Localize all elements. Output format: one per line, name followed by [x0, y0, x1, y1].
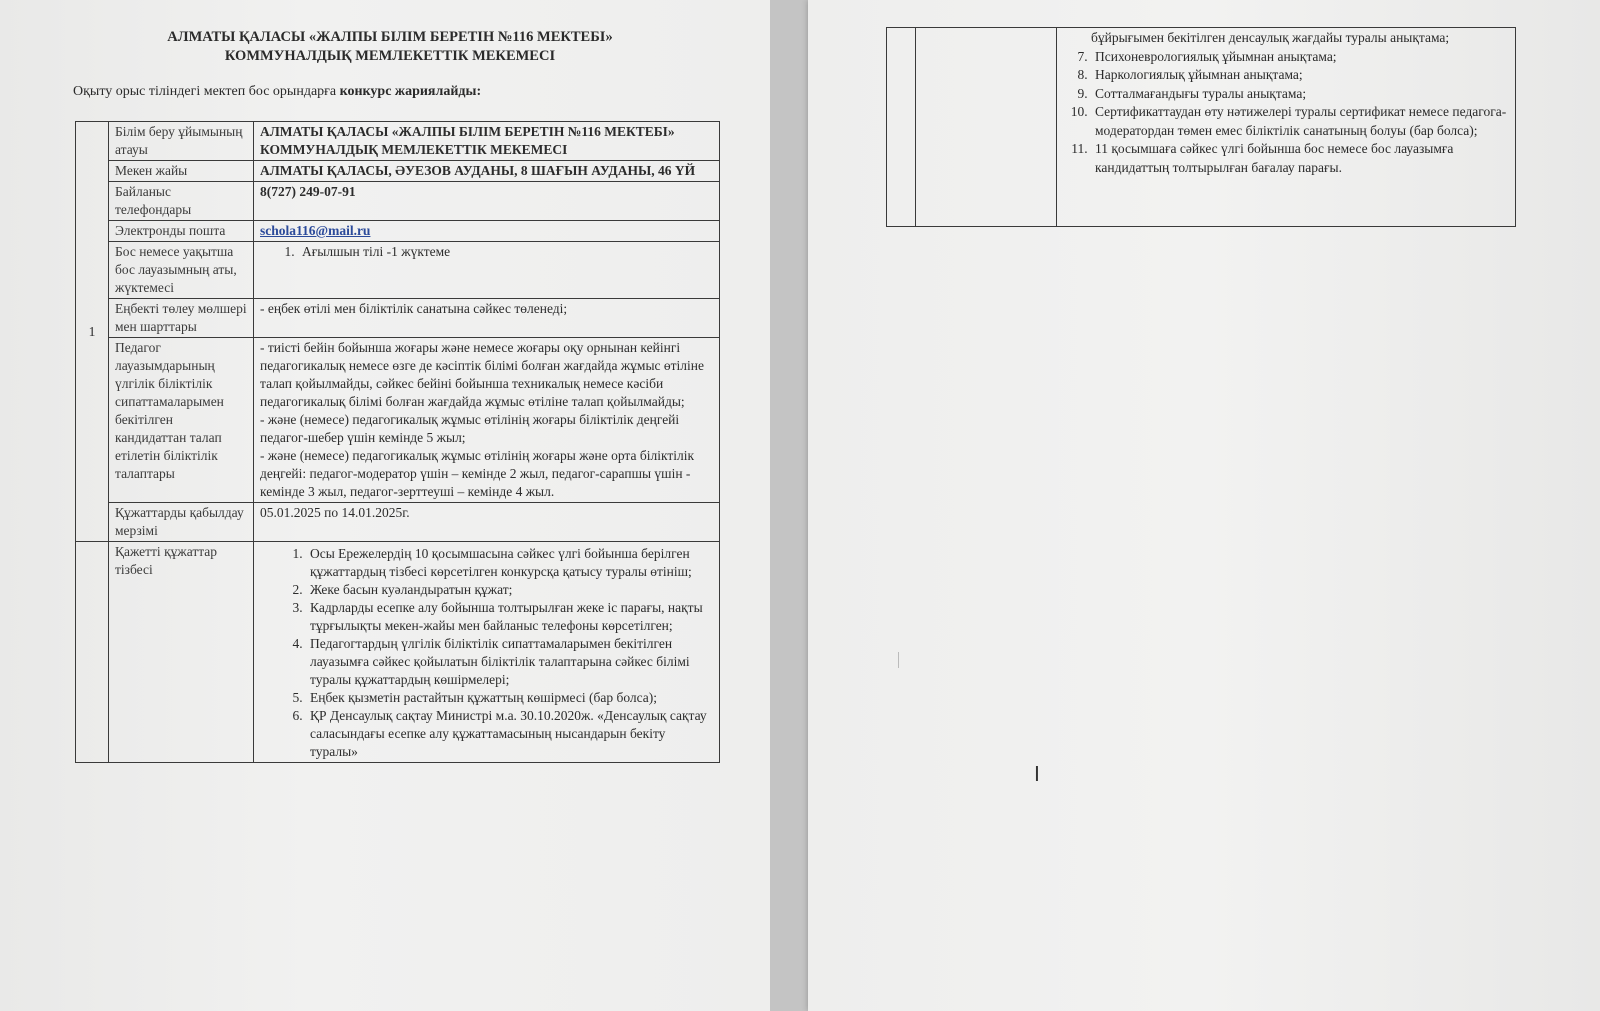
document-page-left — [0, 0, 770, 1011]
requirement-line: - тиісті бейін бойынша жоғары және немесе жоғары оқу орнынан кейінгі педагогикалық немесе өзге де кәсіптік білімі болған жағдайда жұмыс өтіліне талап қойылмайды, сәйкес бейіні бойынша техникалық немесе кәсіби педагогикалық білімі болған жағдайда жұмыс өтіліне талап қойылмайды; — [260, 340, 704, 409]
list-item: 7. Психоневрологиялық ұйымнан анықтама; — [1091, 48, 1509, 67]
deadline-value: 05.01.2025 по 14.01.2025г. — [254, 503, 720, 542]
org-name-value: АЛМАТЫ ҚАЛАСЫ «ЖАЛПЫ БІЛІМ БЕРЕТІН №116 МЕКТЕБІ» КОММУНАЛДЫҚ МЕМЛЕКЕТТІК МЕКЕМЕСІ — [254, 122, 720, 161]
phone-label: Байланыс телефондары — [109, 182, 254, 221]
table-row-salary — [76, 299, 720, 338]
continuation-table — [886, 27, 1516, 227]
table-row-org-name — [76, 122, 720, 161]
text-cursor-icon: I — [1034, 762, 1040, 786]
list-item: 3. Кадрларды есепке алу бойынша толтырылған жеке іс парағы, нақты тұрғылықты мекен-жайы мен байланыс телефоны көрсетілген; — [306, 599, 713, 635]
table-row — [887, 28, 1516, 227]
salary-value: - еңбек өтілі мен біліктілік санатына сәйкес төленеді; — [254, 299, 720, 338]
document-header — [110, 28, 670, 66]
salary-label: Еңбекті төлеу мөлшері мен шарттары — [109, 299, 254, 338]
deadline-label: Құжаттарды қабылдау мерзімі — [109, 503, 254, 542]
table-row-address — [76, 161, 720, 182]
list-item: 11. 11 қосымшаға сәйкес үлгі бойынша бос немесе бос лауазымға кандидаттың толтырылған бағалау парағы. — [1091, 140, 1509, 177]
phone-value: 8(727) 249-07-91 — [254, 182, 720, 221]
list-item: 4. Педагогтардың үлгілік біліктілік сипаттамаларымен бекітілген лауазымға сәйкес қойылатын біліктілік талаптарына сәйкес білімі туралы құжаттардың көшірмелері; — [306, 635, 713, 689]
table-row-deadline — [76, 503, 720, 542]
table-row-documents — [76, 542, 720, 763]
address-value: АЛМАТЫ ҚАЛАСЫ, ӘУЕЗОВ АУДАНЫ, 8 ШАҒЫН АУДАНЫ, 46 ҮЙ — [254, 161, 720, 182]
table-row-phone — [76, 182, 720, 221]
vacancy-table — [75, 121, 720, 763]
vacancy-value — [254, 242, 720, 299]
header-line-1: АЛМАТЫ ҚАЛАСЫ «ЖАЛПЫ БІЛІМ БЕРЕТІН №116 МЕКТЕБІ» — [167, 29, 613, 45]
list-item: 1. Осы Ережелердің 10 қосымшасына сәйкес үлгі бойынша берілген құжаттардың тізбесі көрсетілген конкурсқа қатысу туралы өтініш; — [306, 545, 713, 581]
documents-value — [254, 542, 720, 763]
cont-lead-text: бұйрығымен бекітілген денсаулық жағдайы туралы анықтама; — [1091, 30, 1450, 45]
list-item: 8. Наркологиялық ұйымнан анықтама; — [1091, 66, 1509, 85]
scan-mark — [898, 652, 899, 668]
cont-col-1 — [887, 28, 916, 227]
table-row-email — [76, 221, 720, 242]
list-item: 1. Ағылшын тілі -1 жүктеме — [298, 243, 713, 261]
requirement-line: - және (немесе) педагогикалық жұмыс өтілінің жоғары біліктілік деңгейі педагог-шебер үшін кемінде 5 жыл; — [260, 412, 680, 445]
list-item: 5. Еңбек қызметін растайтын құжаттың көшірмесі (бар болса); — [306, 689, 713, 707]
cont-col-3 — [1057, 28, 1516, 227]
list-item: 6. ҚР Денсаулық сақтау Министрі м.а. 30.10.2020ж. «Денсаулық сақтау саласындағы есепке алу құжаттамасының нысандарын бекіту туралы» — [306, 707, 713, 761]
requirement-line: - және (немесе) педагогикалық жұмыс өтілінің жоғары және орта біліктілік деңгейі: педагог-модератор үшін – кемінде 2 жыл, педагог-сарапшы үшін - кемінде 3 жыл, педагог-зерттеуші – кемінде 4 жыл. — [260, 448, 695, 499]
requirements-label: Педагог лауазымдарының үлгілік біліктілік сипаттамаларымен бекітілген кандидаттан талап етілетін біліктілік талаптары — [109, 338, 254, 503]
table-row-vacancy — [76, 242, 720, 299]
intro-paragraph — [73, 84, 481, 100]
cont-list — [1063, 48, 1509, 178]
intro-bold: конкурс жариялайды: — [339, 84, 482, 99]
page-gap — [770, 0, 808, 1011]
table-row-requirements — [76, 338, 720, 503]
email-link[interactable]: schola116@mail.ru — [260, 223, 371, 238]
header-line-2: КОММУНАЛДЫҚ МЕМЛЕКЕТТІК МЕКЕМЕСІ — [224, 48, 556, 64]
vacancy-label: Бос немесе уақытша бос лауазымның аты, жүктемесі — [109, 242, 254, 299]
address-label: Мекен жайы — [109, 161, 254, 182]
org-name-label: Білім беру ұйымының атауы — [109, 122, 254, 161]
row-number-empty — [76, 542, 109, 763]
list-item: 10. Сертификаттаудан өту нәтижелері туралы сертификат немесе педагога-модератордан төмен емес біліктілік санатының болуы (бар болса); — [1091, 103, 1509, 140]
intro-text: Оқыту орыс тіліндегі мектеп бос орындарға — [73, 84, 337, 99]
cont-col-2 — [916, 28, 1057, 227]
documents-label: Қажетті құжаттар тізбесі — [109, 542, 254, 763]
list-item: 9. Сотталмағандығы туралы анықтама; — [1091, 85, 1509, 104]
email-label: Электронды пошта — [109, 221, 254, 242]
row-number: 1 — [76, 122, 109, 542]
requirements-value — [254, 338, 720, 503]
list-item: 2. Жеке басын куәландыратын құжат; — [306, 581, 713, 599]
